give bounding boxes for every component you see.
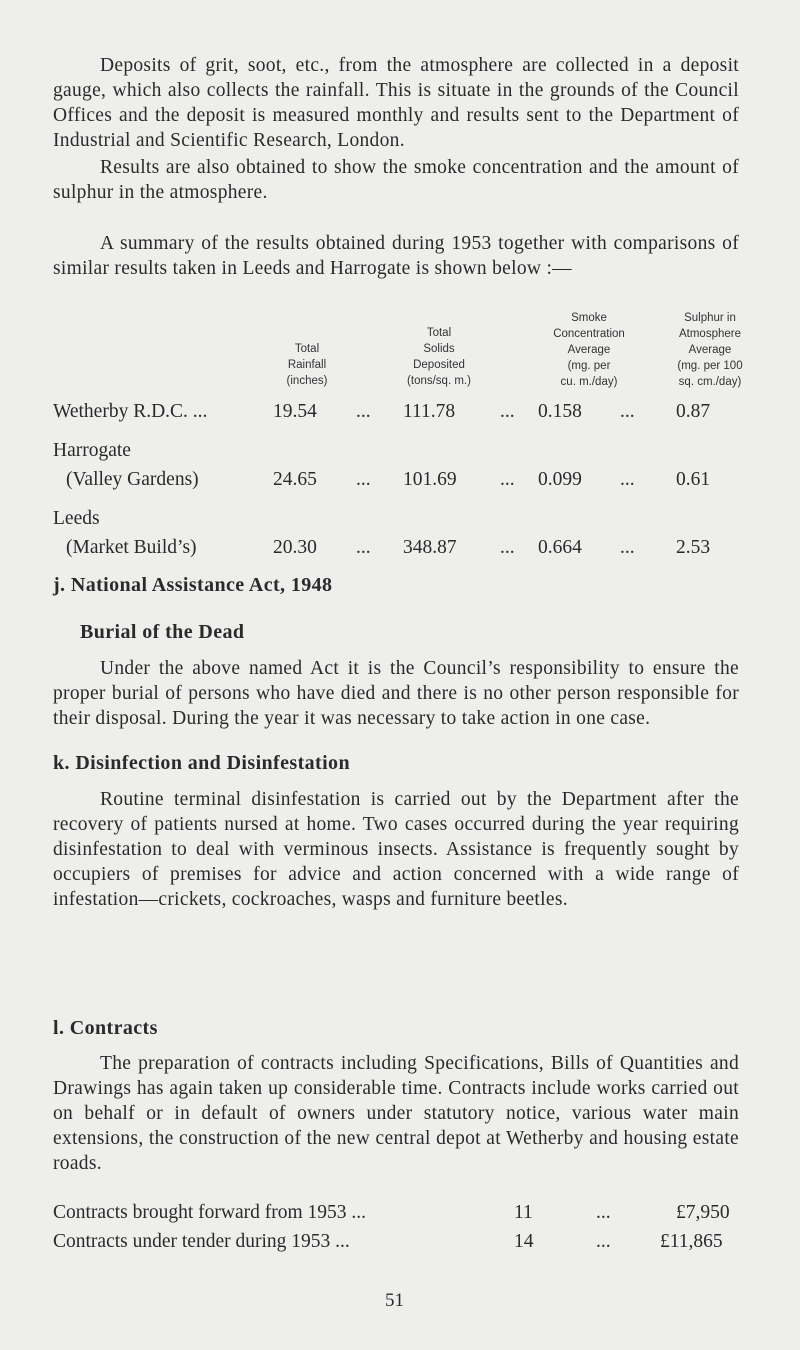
section-l-heading: l. Contracts (53, 1017, 158, 1039)
leader-dots: ... (500, 537, 515, 558)
rainfall-value: 19.54 (273, 401, 317, 422)
leader-dots: ... (500, 469, 515, 490)
leader-dots: ... (356, 469, 371, 490)
smoke-value: 0.099 (538, 469, 582, 490)
leader-dots: ... (356, 537, 371, 558)
page-number: 51 (385, 1290, 404, 1311)
row-name-sub: (Valley Gardens) (66, 469, 199, 490)
smoke-value: 0.664 (538, 537, 582, 558)
section-k-heading: k. Disinfection and Disinfestation (53, 752, 350, 774)
sulphur-value: 0.61 (676, 469, 711, 490)
contracts-count: 11 (514, 1202, 533, 1223)
leader-dots: ... (620, 469, 635, 490)
smoke-value: 0.158 (538, 401, 582, 422)
row-name: Wetherby R.D.C. ... (53, 401, 208, 422)
row-name-sub: (Market Build’s) (66, 537, 197, 558)
leader-dots: ... (596, 1202, 611, 1223)
leader-dots: ... (596, 1231, 611, 1252)
header-smoke: Smoke Concentration Average (mg. per cu. m./day) (553, 312, 625, 388)
section-j-paragraph: Under the above named Act it is the Council’s responsibility to ensure the proper burial of persons who have died and there is no other person responsible for their disposal. During the year it was necessary to take action in one case. (53, 658, 739, 729)
contracts-amount: £7,950 (676, 1202, 730, 1223)
contracts-label: Contracts brought forward from 1953 ... (53, 1202, 367, 1223)
row-name: Harrogate (53, 440, 131, 461)
intro-paragraph-3: A summary of the results obtained during 1953 together with comparisons of similar results taken in Leeds and Harrogate is shown below :— (53, 233, 739, 279)
header-sulphur: Sulphur in Atmosphere Average (mg. per 100 sq. cm./day) (677, 312, 743, 388)
leader-dots: ... (620, 537, 635, 558)
solids-value: 111.78 (403, 401, 456, 422)
rainfall-value: 24.65 (273, 469, 317, 490)
intro-paragraph-1: Deposits of grit, soot, etc., from the atmosphere are collected in a deposit gauge, which also collects the rainfall. This is situate in the grounds of the Council Offices and the deposit is measured monthly and results sent to the Department of Industrial and Scientific Research, London. (53, 55, 739, 151)
header-solids: Total Solids Deposited (tons/sq. m.) (407, 327, 471, 387)
sulphur-value: 0.87 (676, 401, 711, 422)
leader-dots: ... (620, 401, 635, 422)
section-l-paragraph: The preparation of contracts including Specifications, Bills of Quantities and Drawings has again taken up considerable time. Contracts include works carried out on behalf or in default of owners under statutory notice, various water main extensions, the construction of the new central depot at Wetherby and housing estate roads. (53, 1053, 739, 1174)
row-name: Leeds (53, 508, 100, 529)
contracts-count: 14 (514, 1231, 534, 1252)
section-j-subheading: Burial of the Dead (80, 621, 245, 643)
solids-value: 348.87 (403, 537, 457, 558)
section-k-paragraph: Routine terminal disinfestation is carried out by the Department after the recovery of patients nursed at home. Two cases occurred during the year requiring disinfestation to deal with verminous insects. Assistance is frequently sought by occupiers of premises for advice and action concerned with a wide range of infestation—crickets, cockroaches, wasps and furniture beetles. (53, 789, 739, 910)
contracts-amount: £11,865 (660, 1231, 723, 1252)
section-j-heading: j. National Assistance Act, 1948 (53, 574, 333, 596)
leader-dots: ... (356, 401, 371, 422)
contracts-label: Contracts under tender during 1953 ... (53, 1231, 350, 1252)
solids-value: 101.69 (403, 469, 457, 490)
leader-dots: ... (500, 401, 515, 422)
header-rainfall: Total Rainfall (inches) (286, 343, 328, 387)
rainfall-value: 20.30 (273, 537, 317, 558)
sulphur-value: 2.53 (676, 537, 711, 558)
intro-paragraph-2: Results are also obtained to show the smoke concentration and the amount of sulphur in the atmosphere. (53, 157, 739, 203)
